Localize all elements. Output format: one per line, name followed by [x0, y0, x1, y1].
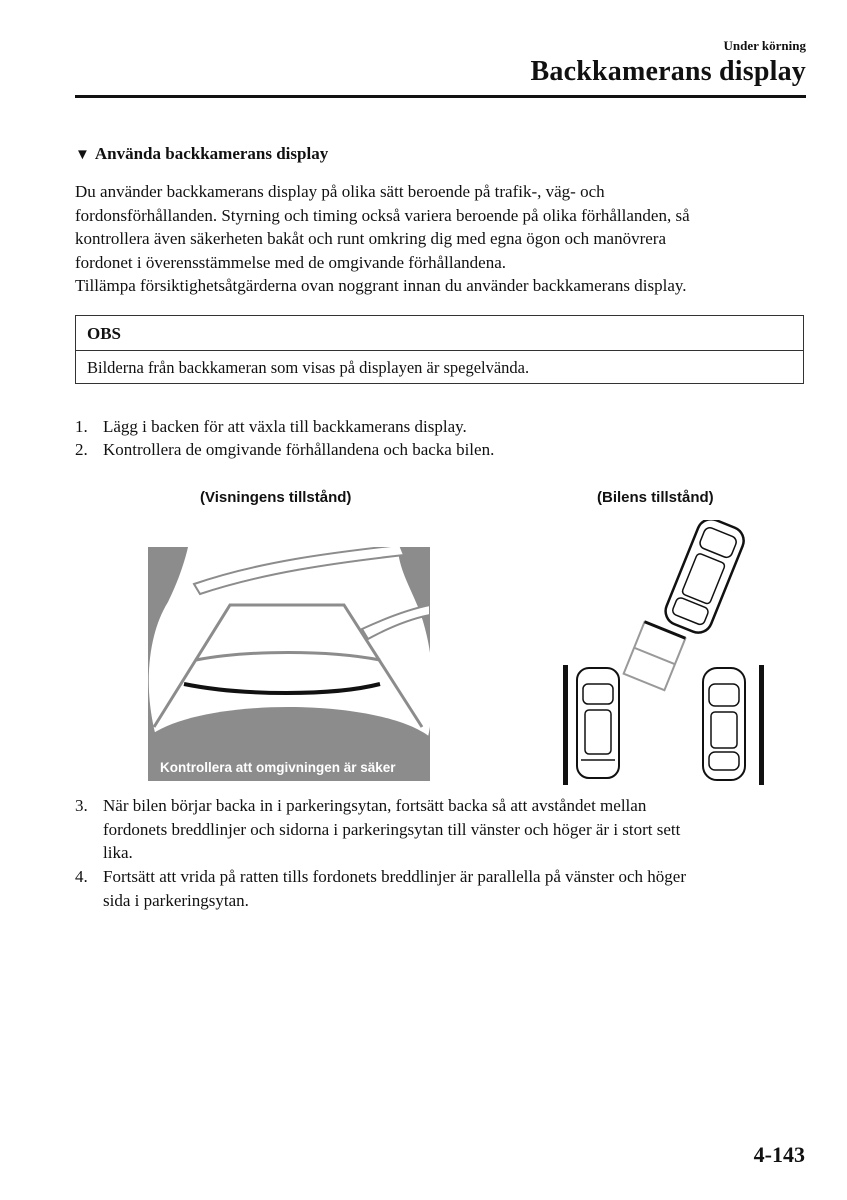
list-item: [75, 415, 810, 439]
step-number: 2.: [75, 440, 88, 459]
chapter-label: Under körning: [723, 38, 806, 53]
parked-car-right: [703, 668, 745, 780]
camera-display-illustration: [148, 547, 430, 781]
step-text: fordonets breddlinjer och sidorna i parkeringsytan till vänster och höger är i stort sett: [103, 819, 681, 839]
list-item: [75, 794, 810, 866]
step-number: 1.: [75, 417, 88, 436]
note-text: Bilderna från backkameran som visas på displayen är spegelvända.: [87, 358, 530, 377]
reversing-guide-frame: [624, 622, 686, 690]
step-text: När bilen börjar backa in i parkeringsytan, fortsätt backa så att avståndet mellan: [103, 796, 647, 815]
parking-line: [759, 665, 764, 785]
section-heading: [75, 144, 328, 164]
step-text: Lägg i backen för att växla till backkamerans display.: [103, 417, 467, 436]
parking-line: [563, 665, 568, 785]
note-label: OBS: [76, 316, 803, 351]
intro-line: fordonet i överensstämmelse med de omgivande förhållandena.: [75, 252, 506, 272]
display-state-caption: (Visningens tillstånd): [200, 489, 352, 506]
intro-line: Tillämpa försiktighetsåtgärderna ovan noggrant innan du använder backkamerans display.: [75, 276, 687, 296]
screen-message: Kontrollera att omgivningen är säker: [160, 760, 396, 775]
page-number: 4-143: [753, 1142, 805, 1167]
intro-line: Du använder backkamerans display på olika sätt beroende på trafik-, väg- och: [75, 182, 605, 201]
intro-line: kontrollera även säkerheten bakåt och runt omkring dig med egna ögon och manövrera: [75, 229, 667, 249]
vehicle-state-illustration: [555, 520, 775, 790]
step-text: lika.: [103, 843, 133, 863]
step-text: Kontrollera de omgivande förhållandena och backa bilen.: [103, 440, 495, 459]
list-item: [75, 865, 810, 913]
step-number: 3.: [75, 796, 88, 815]
intro-line: fordonsförhållanden. Styrning och timing också variera beroende på olika förhållanden, så: [75, 205, 690, 225]
step-text: Fortsätt att vrida på ratten tills fordonets breddlinjer är parallella på vänster och höger: [103, 867, 686, 886]
section-heading-text: Använda backkamerans display: [94, 144, 329, 163]
vehicle-state-caption: (Bilens tillstånd): [597, 489, 714, 506]
intro-paragraph: [75, 180, 810, 298]
page-title: Backkamerans display: [530, 56, 806, 87]
reversing-car: [661, 520, 747, 637]
list-item: [75, 438, 810, 462]
triangle-marker-icon: ▼: [75, 147, 90, 163]
step-number: 4.: [75, 867, 88, 886]
parked-car-left: [577, 668, 619, 778]
header-rule: [75, 95, 806, 98]
note-box: [75, 315, 804, 384]
step-text: sida i parkeringsytan.: [103, 890, 249, 910]
